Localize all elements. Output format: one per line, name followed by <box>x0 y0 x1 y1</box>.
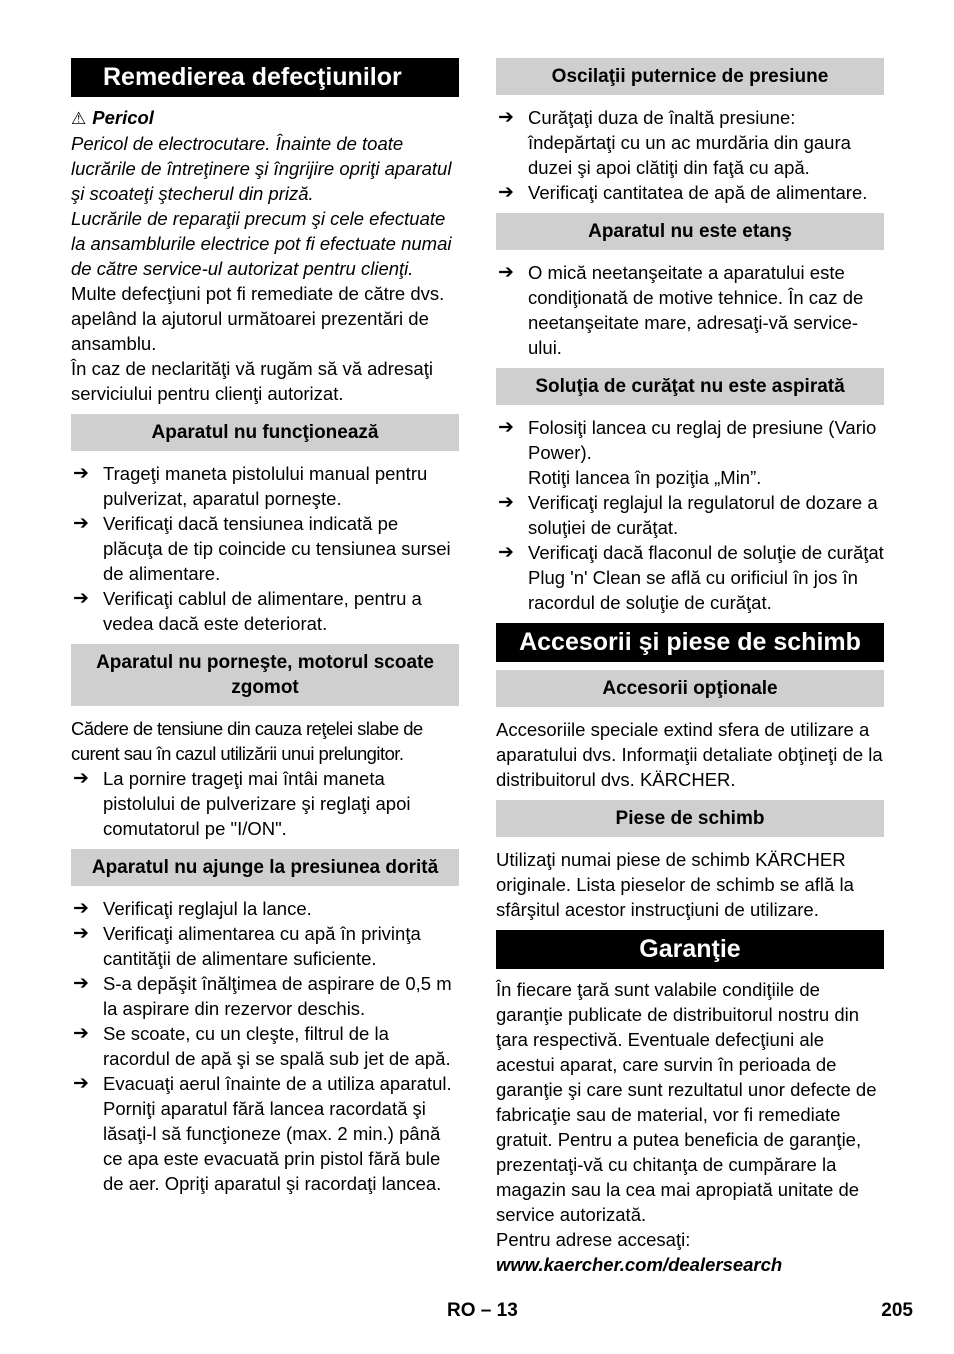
arrow-icon: ➔ <box>498 182 514 203</box>
dealer-search-link[interactable]: www.kaercher.com/dealersearch <box>496 1254 783 1275</box>
list-item: ➔ Se scoate, cu un cleşte, filtrul de la racordul de apă şi se spală sub jet de apă. <box>73 1023 451 1069</box>
warning-text: Pericol de electrocutare. Înainte de toate lucrările de întreţinere şi îngrijire opriţi aparatul şi scoateţi ştecherul din priză. <box>71 133 452 204</box>
list-item: ➔ Verificaţi reglajul la regulatorul de dozare a soluţiei de curăţat. <box>498 492 878 538</box>
arrow-icon: ➔ <box>498 107 514 128</box>
arrow-icon: ➔ <box>73 513 89 534</box>
list-item: ➔ Verificaţi dacă flaconul de soluţie de curăţat Plug 'n' Clean se află cu orificiul în jos în racordul de soluţie de curăţat. <box>498 542 884 613</box>
arrow-icon: ➔ <box>73 1073 89 1094</box>
warning-icon: ⚠ <box>71 109 87 128</box>
bullet-list <box>71 766 459 841</box>
arrow-icon: ➔ <box>73 768 89 789</box>
subsection-heading: Aparatul nu ajunge la presiunea dorită <box>71 849 459 886</box>
right-column <box>496 58 884 1277</box>
arrow-icon: ➔ <box>73 1023 89 1044</box>
paragraph: Cădere de tensiune din cauza reţelei slabe de curent sau în cazul utilizării unui prelungitor. <box>71 718 423 764</box>
list-item: ➔ Evacuaţi aerul înainte de a utiliza aparatul. Porniţi aparatul fără lancea racordată şi lăsaţi-l să funcţioneze (max. 2 min.) până ce apa este evacuată prin pistol fără bule de aer. Opriţi aparatul şi racordaţi lancea. <box>73 1073 452 1194</box>
intro-paragraph: În caz de neclarităţi vă rugăm să vă adresaţi serviciului pentru clienţi autorizat. <box>71 358 433 404</box>
list-item: ➔ O mică neetanşeitate a aparatului este condiţionată de motive tehnice. În caz de neetanşeitate mare, adresaţi-vă service-ului. <box>498 262 864 358</box>
list-item: ➔ La pornire trageţi mai întâi maneta pistolului de pulverizare şi reglaţi apoi comutatorul pe "I/ON". <box>73 768 411 839</box>
page-number: 205 <box>881 1300 913 1321</box>
warning-label: ⚠ Pericol <box>71 107 154 128</box>
subsection-heading: Piese de schimb <box>496 800 884 837</box>
subsection-heading: Aparatul nu este etanş <box>496 213 884 250</box>
list-item: ➔ Verificaţi cantitatea de apă de alimentare. <box>498 182 868 203</box>
list-item: ➔ Verificaţi cablul de alimentare, pentru a vedea dacă este deteriorat. <box>73 588 422 634</box>
arrow-icon: ➔ <box>73 588 89 609</box>
section-title-warranty: Garanţie <box>496 930 884 969</box>
bullet-list <box>71 461 459 636</box>
warranty-paragraph: În fiecare ţară sunt valabile condiţiile de garanţie publicate de distribuitorul nostru din ţara respectivă. Eventuale defecţiuni ale acestui aparat, care survin în perioada de garanţie şi care sunt rezultatul unor defecte de fabricaţie sau de material, vor fi remediate gratuit. Pentru a putea beneficia de garanţie, prezentaţi-vă cu chitanţa de cumpărare la magazin sau la cea mai apropiată unitate de service autorizată. <box>496 979 877 1225</box>
subsection-heading: Accesorii opţionale <box>496 670 884 707</box>
arrow-icon: ➔ <box>73 463 89 484</box>
list-item: ➔ Trageţi maneta pistolului manual pentru pulverizat, aparatul porneşte. <box>73 463 428 509</box>
list-item-continuation: Porniţi aparatul fără lancea racordată şi lăsaţi-l să funcţioneze (max. 2 min.) până ce apa este evacuată prin pistol fără bule de aer. Opriţi aparatul şi racordaţi lancea. <box>103 1098 442 1194</box>
list-item: ➔ Curăţaţi duza de înaltă presiune: îndepărtaţi cu un ac murdăria din gaura duzei şi apoi clătiţi din faţă cu apă. <box>498 107 851 178</box>
address-label: Pentru adrese accesaţi: <box>496 1229 691 1250</box>
subsection-heading: Aparatul nu funcţionează <box>71 414 459 451</box>
bullet-list <box>496 105 884 205</box>
subsection-heading: Aparatul nu porneşte, motorul scoate zgomot <box>71 644 459 706</box>
bullet-list <box>496 260 884 360</box>
arrow-icon: ➔ <box>498 417 514 438</box>
list-item: ➔ S-a depăşit înălţimea de aspirare de 0,5 m la aspirare din rezervor deschis. <box>73 973 452 1019</box>
arrow-icon: ➔ <box>498 262 514 283</box>
bullet-list <box>496 415 884 615</box>
subsection-heading: Oscilaţii puternice de presiune <box>496 58 884 95</box>
section-title-troubleshooting: Remedierea defecţiunilor <box>71 58 459 97</box>
left-column <box>71 58 459 1196</box>
page-label: RO – 13 <box>447 1300 518 1321</box>
arrow-icon: ➔ <box>498 542 514 563</box>
list-item: ➔ Verificaţi alimentarea cu apă în privinţa cantităţii de alimentare suficiente. <box>73 923 421 969</box>
list-item: ➔ Folosiţi lancea cu reglaj de presiune (Vario Power). Rotiţi lancea în poziţia „Min”. <box>498 417 877 488</box>
list-item: ➔ Verificaţi dacă tensiunea indicată pe plăcuţa de tip coincide cu tensiunea sursei de alimentare. <box>73 513 451 584</box>
paragraph: Accesoriile speciale extind sfera de utilizare a aparatului dvs. Informaţii detaliate obţineţi de la distribuitorul dvs. KÄRCHER. <box>496 719 883 790</box>
intro-paragraph: Multe defecţiuni pot fi remediate de către dvs. apelând la ajutorul următoarei prezentări de ansamblu. <box>71 283 445 354</box>
section-title-accessories: Accesorii şi piese de schimb <box>496 623 884 662</box>
arrow-icon: ➔ <box>498 492 514 513</box>
warning-text: Lucrările de reparaţii precum şi cele efectuate la ansamblurile electrice pot fi efectuate numai de către service-ul autorizat pentru clienţi. <box>71 208 452 279</box>
list-item-continuation: Rotiţi lancea în poziţia „Min”. <box>528 467 762 488</box>
paragraph: Utilizaţi numai piese de schimb KÄRCHER originale. Lista pieselor de schimb se află la sfârşitul acestor instrucţiuni de utilizare. <box>496 849 854 920</box>
arrow-icon: ➔ <box>73 923 89 944</box>
subsection-heading: Soluţia de curăţat nu este aspirată <box>496 368 884 405</box>
arrow-icon: ➔ <box>73 898 89 919</box>
list-item: ➔ Verificaţi reglajul la lance. <box>73 898 312 919</box>
arrow-icon: ➔ <box>73 973 89 994</box>
bullet-list <box>71 896 459 1196</box>
